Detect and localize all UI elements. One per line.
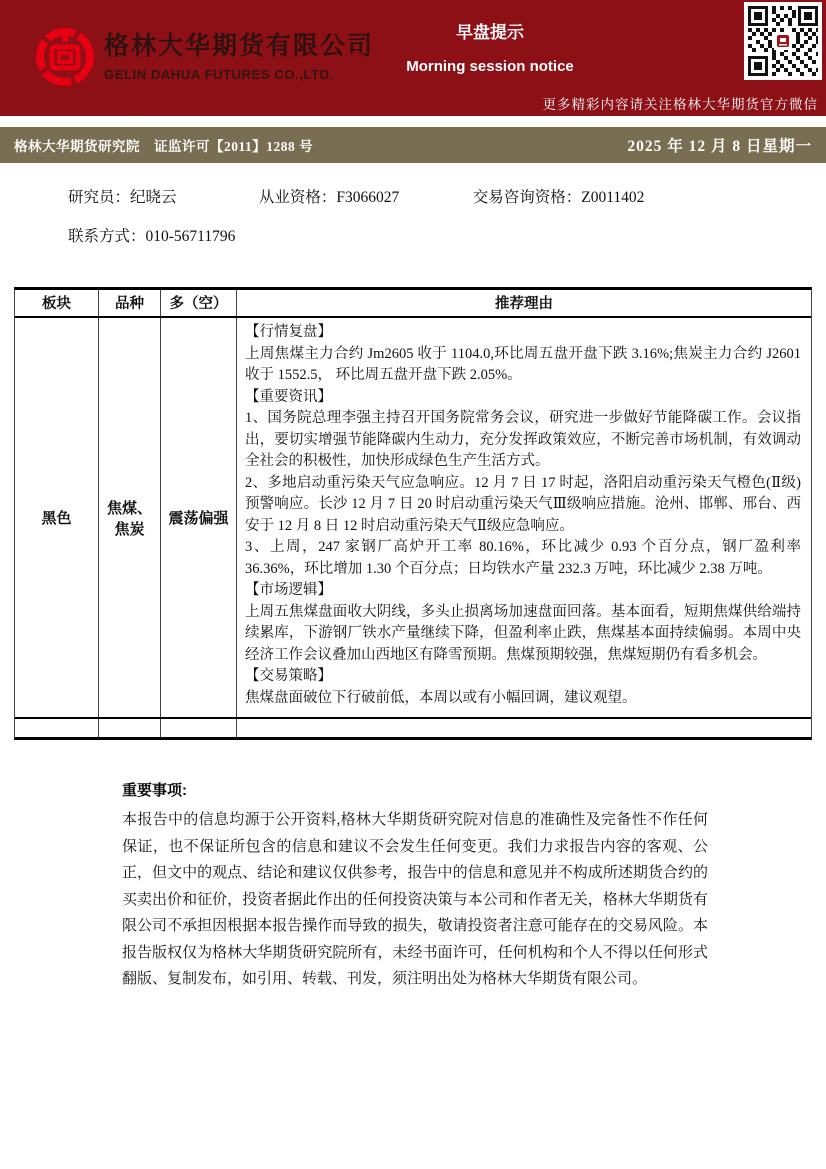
- disclaimer-title: 重要事项:: [122, 782, 187, 799]
- report-date: 2025 年 12 月 8 日星期一: [627, 138, 812, 155]
- reason-paragraph: 2、多地启动重污染天气应急响应。12 月 7 日 17 时起，洛阳启动重污染天气橙色(Ⅱ级)预警响应。长沙 12 月 7 日 20 时启动重污染天气Ⅲ级响应措施。沧州、邯郸、邢台、西安于 12 月 8 日 12 时启动重污染天气Ⅱ级应急响应。: [245, 474, 801, 534]
- table-row: [15, 318, 811, 719]
- reason-paragraph: 焦煤盘面破位下行破前低，本周以或有小幅回调，建议观望。: [245, 689, 637, 706]
- reason-section-title: 【重要资讯】: [245, 388, 332, 405]
- recommendation-table: [14, 287, 812, 740]
- reason-paragraph: 上周五焦煤盘面收大阴线，多头止损离场加速盘面回落。基本面看，短期焦煤供给端持续累库，下游钢厂铁水产量继续下降，但盈利率止跌，焦煤基本面持续偏弱。本周中央经济工作会议叠加山西地区有降雪预期。焦煤预期较强，焦煤短期仍有看多机会。: [245, 603, 801, 663]
- institute-license-label: 格林大华期货研究院 证监许可【2011】1288 号: [14, 139, 314, 154]
- disclaimer-section: [122, 779, 708, 993]
- report-title-cn: 早盘提示: [456, 23, 524, 42]
- institute-date-band: [0, 127, 826, 163]
- reason-section-title: 【市场逻辑】: [245, 582, 332, 598]
- reason-paragraph: 3、上周，247 家钢厂高炉开工率 80.16%，环比减少 0.93 个百分点，钢厂盈利率 36.36%，环比增加 1.30 个百分点；日均铁水产量 232.3 万吨，环比减少 2.38 万吨。: [245, 539, 801, 577]
- table-header-row: [15, 290, 811, 318]
- reason-cell: [237, 318, 811, 717]
- researcher-name: 研究员：纪晓云: [68, 189, 177, 206]
- header-banner: [0, 0, 826, 116]
- report-title-block: [330, 18, 650, 75]
- col-header-position: 多（空）: [161, 290, 237, 316]
- col-header-reason: 推荐理由: [495, 296, 553, 312]
- sector-cell: 黑色: [15, 318, 99, 717]
- company-name-cn: 格林大华期货有限公司: [104, 32, 375, 60]
- reason-section-title: 【行情复盘】: [245, 324, 332, 340]
- company-name-en: GELIN DAHUA FUTURES CO.,LTD.: [104, 67, 334, 82]
- advisory-qualification: 交易咨询资格：Z0011402: [472, 189, 645, 206]
- variety-cell: 焦煤、焦炭: [99, 318, 161, 717]
- researcher-line1: [68, 185, 644, 207]
- disclaimer-body: 本报告中的信息均源于公开资料,格林大华期货研究院对信息的准确性及完备性不作任何保证，也不保证所包含的信息和建议不会发生任何变更。我们力求报告内容的客观、公正，但文中的观点、结论和建议仅供参考，报告中的信息和意见并不构成所述期货合约的买卖出价和征价，投资者据此作出的任何投资决策与本公司和作者无关，格林大华期货有限公司不承担因根据本报告操作而导致的损失，敬请投资者注意可能存在的交易风险。本报告版权仅为格林大华期货研究院所有，未经书面许可，任何机构和个人不得以任何形式翻版、复制发布，如引用、转载、刊发，须注明出处为格林大华期货有限公司。: [122, 812, 708, 987]
- contact-info: 联系方式：010-56711796: [68, 228, 236, 245]
- col-header-sector: 板块: [15, 290, 99, 316]
- reason-paragraph: 1、国务院总理李强主持召开国务院常务会议，研究进一步做好节能降碳工作。会议指出，要切实增强节能降碳内生动力，充分发挥政策效应，不断完善市场机制，有效调动全社会的积极性，加快形成绿色生产生活方式。: [245, 410, 801, 469]
- wechat-qr-code: [744, 2, 822, 80]
- practice-qualification: 从业资格：F3066027: [258, 189, 400, 206]
- position-cell: 震荡偏强: [161, 318, 237, 717]
- table-empty-row: [15, 719, 811, 737]
- researcher-info: [68, 185, 644, 246]
- company-logo-icon: [34, 26, 96, 88]
- report-title-en: Morning session notice: [406, 58, 574, 75]
- wechat-follow-note: 更多精彩内容请关注格林大华期货官方微信: [542, 97, 818, 112]
- reason-paragraph: 上周焦煤主力合约 Jm2605 收于 1104.0,环比周五盘开盘下跌 3.16%;焦炭主力合约 J2601 收于 1552.5， 环比周五盘开盘下跌 2.05%。: [245, 345, 801, 383]
- reason-section-title: 【交易策略】: [245, 668, 332, 684]
- col-header-variety: 品种: [99, 290, 161, 316]
